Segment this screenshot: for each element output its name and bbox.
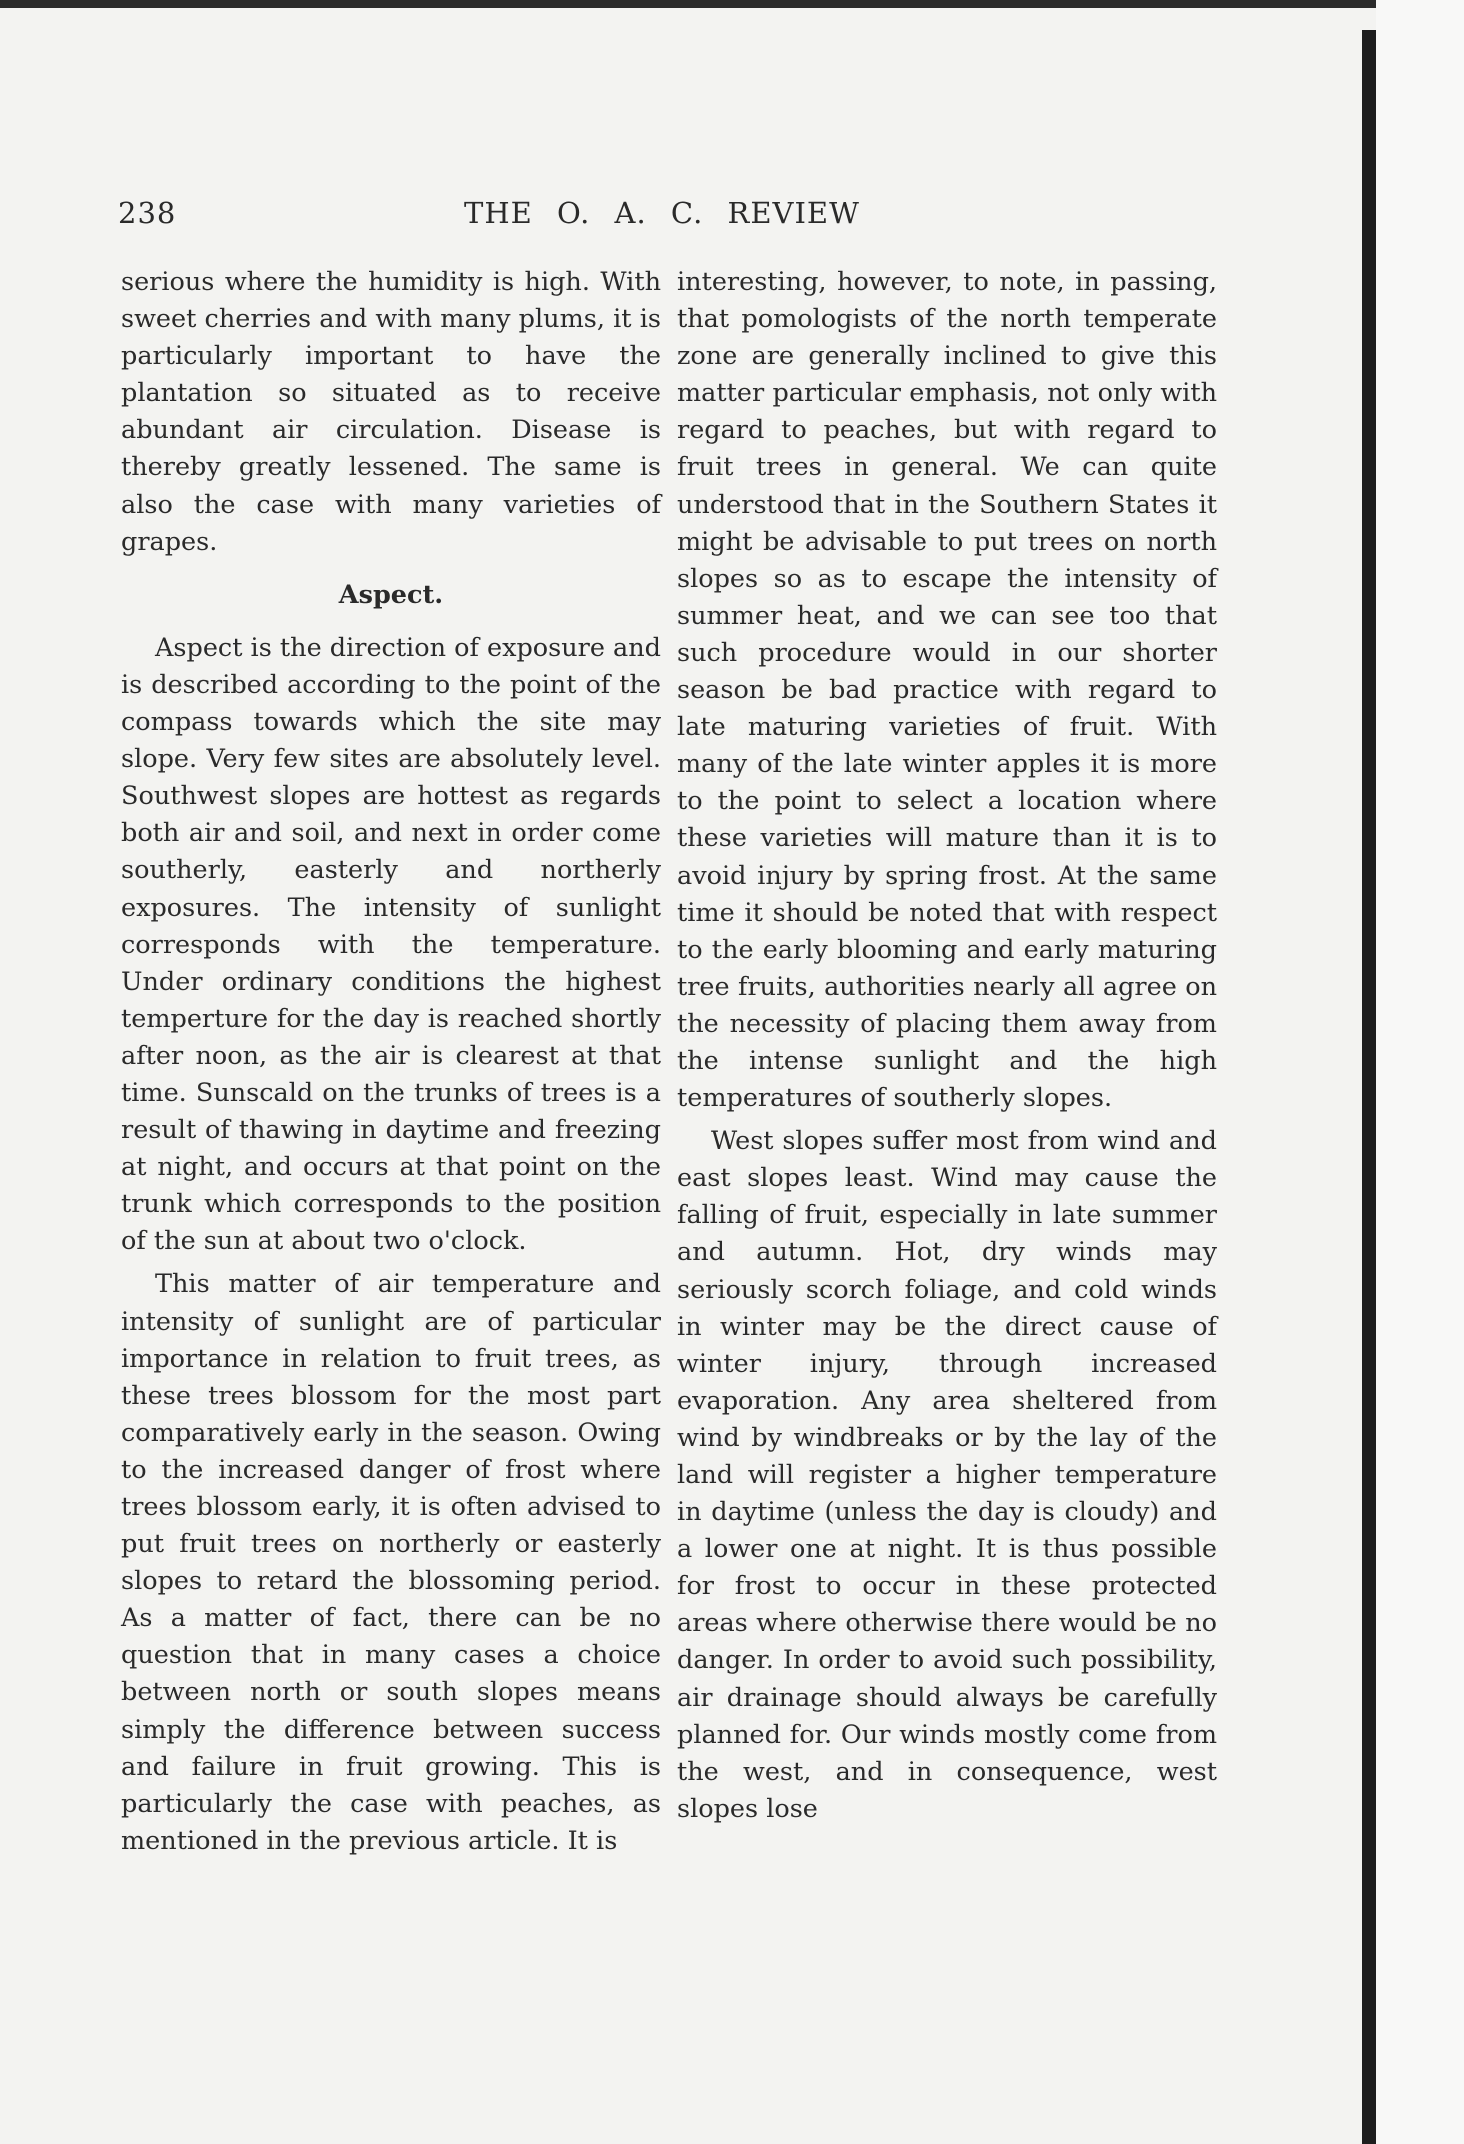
paragraph-continued: interesting, however, to note, in passing, that pomologists of the north temperate zone are generally inclined to give this matter particular emphasis, not only with regard to peaches, but with regard to fruit trees in general. We can quite understood that in the Southern States it might be advisable to put trees on north slopes so as to escape the intensity of summer heat, and we can see too that such procedure would in our shorter season be bad practice with regard to late maturing varieties of fruit. With many of the late winter apples it is more to the point to select a location where these varieties will mature than it is to avoid injury by spring frost. At the same time it should be noted that with respect to the early blooming and early maturing tree fruits, authorities nearly all agree on the necessity of placing them away from the intense sunlight and the high temperatures of southerly slopes. <box>677 267 1217 1114</box>
section-heading-aspect: Aspect. <box>338 579 444 610</box>
right-column <box>677 264 1217 1828</box>
paragraph-air-temperature: This matter of air temperature and intensity of sunlight are of particular importance in relation to fruit trees, as these trees blossom for the most part comparatively early in the season. Owing to the increased danger of frost where trees blossom early, it is often advised to put fruit trees on northerly or easterly slopes to retard the blossoming period. As a matter of fact, there can be no question that in many cases a choice between north or south slopes means simply the difference between success and failure in fruit growing. This is particularly the case with peaches, as mentioned in the previous article. It is <box>121 1269 661 1856</box>
paragraph-wind: West slopes suffer most from wind and east slopes least. Wind may cause the falling of fruit, especially in late summer and autumn. Hot, dry winds may seriously scorch foliage, and cold winds in winter may be the direct cause of winter injury, through increased evaporation. Any area sheltered from wind by windbreaks or by the lay of the land will register a higher temperature in daytime (unless the day is cloudy) and a lower one at night. It is thus possible for frost to occur in these protected areas where otherwise there would be no danger. In order to avoid such possibility, air drainage should always be carefully planned for. Our winds mostly come from the west, and in consequence, west slopes lose <box>677 1126 1217 1824</box>
page-header <box>118 196 1210 240</box>
paragraph-opening: serious where the humidity is high. With sweet cherries and with many plums, it is particularly important to have the plantation so situated as to receive abundant air circulation. Disease is thereby greatly lessened. The same is also the case with many varieties of grapes. <box>121 267 661 557</box>
page-margin-right <box>1376 0 1464 2144</box>
running-title: THE O. A. C. REVIEW <box>464 196 860 230</box>
scan-top-edge <box>0 0 1464 8</box>
left-column <box>121 264 661 1860</box>
binding-edge <box>1362 30 1376 2144</box>
paragraph-aspect: Aspect is the direction of exposure and is described according to the point of the compass towards which the site may slope. Very few sites are absolutely level. Southwest slopes are hottest as regards both air and soil, and next in order come southerly, easterly and northerly exposures. The intensity of sunlight corresponds with the temperature. Under ordinary conditions the highest temperture for the day is reached shortly after noon, as the air is clearest at that time. Sunscald on the trunks of trees is a result of thawing in daytime and freezing at night, and occurs at that point on the trunk which corresponds to the position of the sun at about two o'clock. <box>121 632 661 1257</box>
page-number: 238 <box>118 196 177 230</box>
